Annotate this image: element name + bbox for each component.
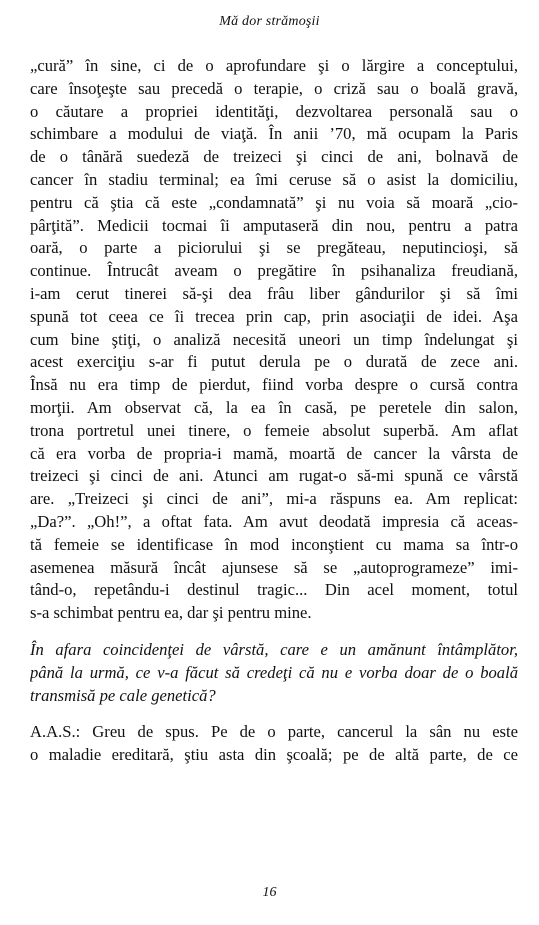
- text-line: continue. Întrucât aveam o pregătire în psihanaliza freudiană,: [30, 261, 518, 281]
- text-line: cum bine ştiţi, o analiză necesită uneori un timp îndelungat şi: [30, 329, 518, 349]
- text-line: că era vorba de propria-i mamă, moartă de cancer la vârsta de: [30, 443, 518, 463]
- text-line: tă femeie se identificase în mod inconştient cu mama sa într-o: [30, 534, 518, 554]
- page-body: [30, 55, 518, 767]
- text-line: schimbare a modului de viaţă. În anii ’70, mă ocupam la Paris: [30, 124, 518, 144]
- answer-line: A.A.S.: Greu de spus. Pe de o parte, cancerul la sân nu este: [30, 722, 518, 742]
- interview-question: [30, 639, 518, 707]
- text-line: are. „Treizeci şi cinci de ani”, mi-a răspuns ea. Am replicat:: [30, 489, 518, 509]
- page-number: 16: [262, 885, 277, 900]
- paragraph-gap: [30, 625, 518, 639]
- paragraph-1: [30, 55, 518, 625]
- text-line: acest exerciţiu s-ar fi putut derula pe o durată de zece ani.: [30, 352, 518, 372]
- text-line: pârţită”. Medicii tocmai îi amputaseră din nou, pentru a patra: [30, 215, 518, 235]
- text-line: Însă nu era timp de pierdut, fiind vorba despre o cursă contra: [30, 375, 518, 395]
- text-line: morţii. Am observat că, la ea în casă, pe peretele din salon,: [30, 397, 518, 417]
- text-line: treizeci şi cinci de ani. Atunci am rugat-o să-mi spună ce vârstă: [30, 466, 518, 486]
- text-line: de o tânără suedeză de treizeci şi cinci de ani, bolnavă de: [30, 147, 518, 167]
- text-line: „Da?”. „Oh!”, a oftat fata. Am avut deodată impresia că aceas-: [30, 511, 518, 531]
- text-line: „cură” în sine, ci de o aprofundare şi o lărgire a conceptului,: [30, 56, 518, 75]
- question-line: până la urmă, ce v-a făcut să credeţi că nu e vorba doar de o boală: [30, 662, 518, 682]
- text-line: oară, o parte a piciorului şi se pregăteau, neputincioşi, să: [30, 238, 518, 258]
- text-line: s-a schimbat pentru ea, dar şi pentru mine.: [30, 603, 312, 623]
- text-line: pentru că ştia că este „condamnată” şi nu voia să moară „cio-: [30, 192, 518, 212]
- text-line: care însoţeşte sau precedă o terapie, o criză sau o boală gravă,: [30, 78, 518, 98]
- text-line: cancer în stadiu terminal; ea îmi ceruse să o asist la domiciliu,: [30, 169, 518, 189]
- text-line: asemenea măsură încât ajunsese să se „autoprogrameze” imi-: [30, 557, 518, 577]
- running-head: Mă dor strămoşii: [219, 14, 320, 29]
- text-line: o căutare a propriei identităţi, dezvoltarea personală sau o: [30, 101, 518, 121]
- paragraph-gap: [30, 707, 518, 721]
- answer-line: o maladie ereditară, ştiu asta din şcoală; pe de altă parte, de ce: [30, 745, 518, 765]
- question-line: În afara coincidenţei de vârstă, care e un amănunt întâmplător,: [30, 639, 518, 659]
- question-line: transmisă pe cale genetică?: [30, 685, 216, 705]
- text-line: i-am cerut tinerei să-şi dea frâu liber gândurilor şi să îmi: [30, 283, 518, 303]
- text-line: spună tot ceea ce îi trecea prin cap, prin asociaţii de idei. Aşa: [30, 306, 518, 326]
- interview-answer: [30, 721, 518, 767]
- text-line: trona portretul unei tinere, o femeie absolut superbă. Am aflat: [30, 420, 518, 440]
- text-line: tând-o, repetându-i destinul tragic... Din acel moment, totul: [30, 580, 518, 600]
